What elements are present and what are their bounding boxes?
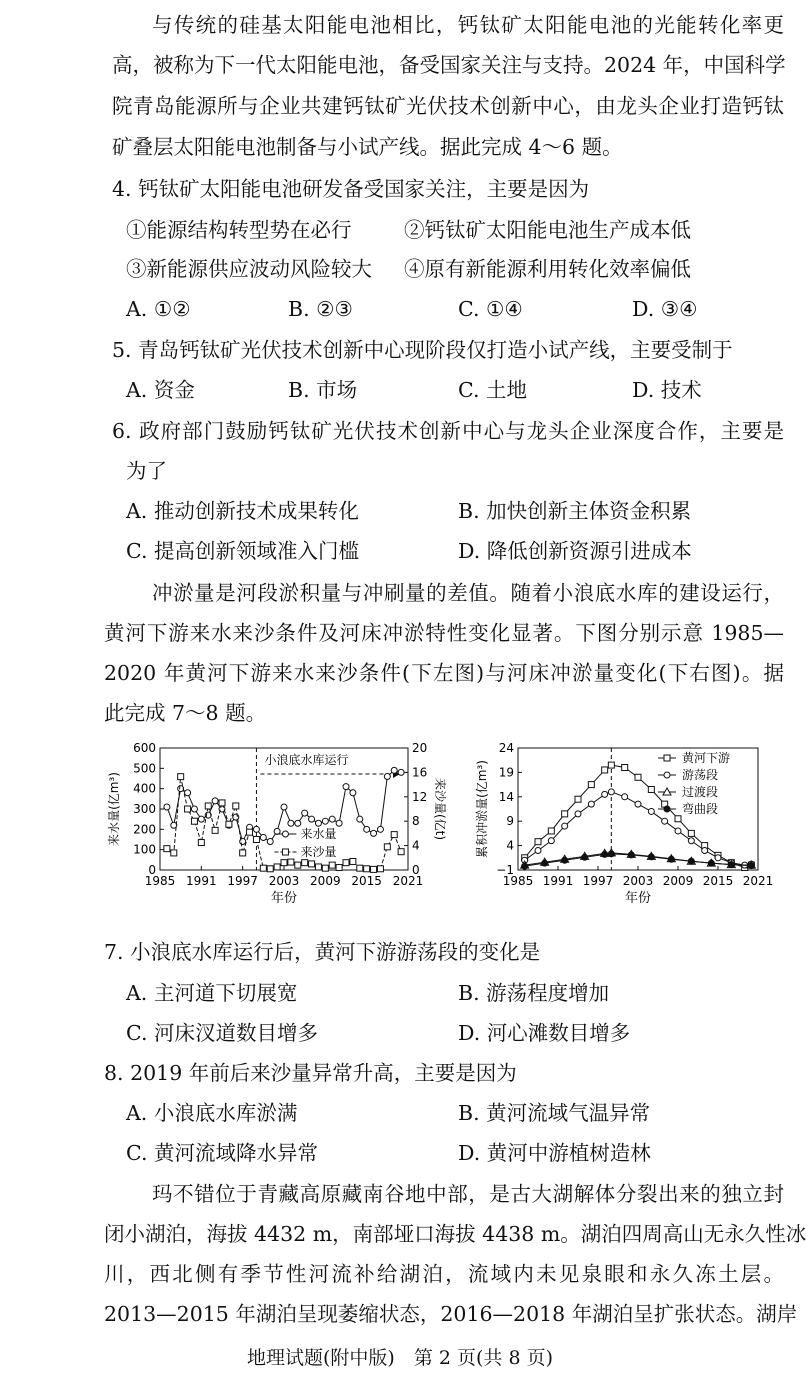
page-footer: 地理试题(附中版) 第 2 页(共 8 页) <box>247 1347 553 1369</box>
y-axis-label: 累积冲淤量(亿m³) <box>475 760 489 858</box>
x-tick-label: 2009 <box>662 874 694 888</box>
legend-runoff-label: 来水量 <box>300 827 337 841</box>
x-tick-label: 2003 <box>268 874 300 888</box>
meandering-reach-point <box>628 852 634 858</box>
legend-sediment-label: 来沙量 <box>300 845 337 859</box>
sediment-point <box>350 858 356 864</box>
q6-option-c[interactable]: C. 提高创新领域准入门槛 <box>126 539 359 563</box>
q8-option-d[interactable]: D. 黄河中游植树造林 <box>458 1141 651 1165</box>
q6-stem-line-2: 为了 <box>126 459 167 483</box>
intro1-line-4: 矿叠层太阳能电池制备与小试产线。据此完成 4～6 题。 <box>112 135 623 159</box>
runoff-point <box>315 820 321 826</box>
q7-option-a[interactable]: A. 主河道下切展宽 <box>126 981 298 1005</box>
y2-tick-label: 0 <box>412 863 420 877</box>
intro2-line-3: 2020 年黄河下游来水来沙条件(下左图)与河床冲淤量变化(下右图)。据 <box>104 661 784 685</box>
meandering-reach-point <box>522 863 528 869</box>
sediment-point <box>260 865 266 871</box>
runoff-point <box>302 810 308 816</box>
wandering-reach-point <box>535 847 541 853</box>
runoff-point <box>267 839 273 845</box>
intro3-line-3: 川，西北侧有季节性河流补给湖泊，流域内未见泉眼和永久冻土层。 <box>104 1262 784 1286</box>
sediment-point <box>164 846 170 852</box>
y-tick-label: 400 <box>133 781 156 796</box>
q4-item-2: ②钙钛矿太阳能电池生产成本低 <box>404 218 691 242</box>
sediment-point <box>267 866 273 872</box>
legend-meandering-reach-marker <box>664 806 670 812</box>
sediment-point <box>357 865 363 871</box>
sediment-point <box>281 860 287 866</box>
runoff-sediment-chart <box>100 736 447 916</box>
meandering-reach-point <box>608 851 614 857</box>
runoff-point <box>274 828 280 834</box>
x-tick-label: 2021 <box>392 874 424 888</box>
lower-yellow-river-point <box>675 816 681 822</box>
meandering-reach-point <box>602 851 608 857</box>
sediment-point <box>288 859 294 865</box>
q6-stem-line-1: 6. 政府部门鼓励钙钛矿光伏技术创新中心与龙头企业深度合作，主要是 <box>112 419 784 443</box>
annotation-label: 小浪底水库运行 <box>264 753 349 767</box>
legend-wandering-reach-marker <box>664 772 670 778</box>
wandering-reach-point <box>675 828 681 834</box>
q8-option-a[interactable]: A. 小浪底水库淤满 <box>126 1101 298 1125</box>
runoff-point <box>281 804 287 810</box>
runoff-point <box>371 830 377 836</box>
sediment-point <box>384 844 390 850</box>
q4-stem: 4. 钙钛矿太阳能电池研发备受国家关注，主要是因为 <box>112 177 590 201</box>
wandering-reach-point <box>635 801 641 807</box>
y-axis-label: 来水量(亿m³) <box>107 772 121 846</box>
sediment-point <box>391 832 397 838</box>
x-tick-label: 2021 <box>742 874 774 888</box>
y2-tick-label: 12 <box>412 789 428 804</box>
x-tick-label: 1997 <box>582 874 614 888</box>
y-tick-label: −1 <box>496 863 514 877</box>
lower-yellow-river-point <box>588 782 594 788</box>
runoff-point <box>350 790 356 796</box>
sediment-point <box>198 840 204 846</box>
y2-tick-label: 20 <box>412 741 428 755</box>
y-tick-label: 600 <box>133 741 156 755</box>
intro1-line-2: 高，被称为下一代太阳能电池，备受国家关注与支持。2024 年，中国科学 <box>112 53 786 77</box>
legend-lower-yellow-river-marker <box>664 755 670 761</box>
legend-lower-yellow-river-label: 黄河下游 <box>682 751 731 765</box>
sediment-point <box>178 774 184 780</box>
lower-yellow-river-point <box>648 786 654 792</box>
meandering-reach-point <box>728 862 734 868</box>
wandering-reach-point <box>715 855 721 861</box>
runoff-point <box>357 816 363 822</box>
y-tick-label: 24 <box>498 741 514 755</box>
runoff-point <box>164 804 170 810</box>
sediment-point <box>205 803 211 809</box>
intro2-line-2: 黄河下游来水来沙条件及河床冲淤特性变化显著。下图分别示意 1985— <box>104 621 784 645</box>
y-tick-label: 9 <box>506 814 514 829</box>
q5-option-c[interactable]: C. 土地 <box>458 378 527 402</box>
q4-item-4: ④原有新能源利用转化效率偏低 <box>404 257 691 281</box>
runoff-point <box>398 769 404 775</box>
q8-stem: 8. 2019 年前后来沙量异常升高，主要是因为 <box>104 1061 517 1085</box>
x-tick-label: 2015 <box>351 874 382 888</box>
runoff-point <box>212 798 218 804</box>
lower-yellow-river-point <box>635 774 641 780</box>
runoff-point <box>198 816 204 822</box>
q4-option-b[interactable]: B. ②③ <box>288 297 353 321</box>
wandering-reach-point <box>702 847 708 853</box>
x-axis-label: 年份 <box>270 891 298 906</box>
legend-wandering-reach-label: 游荡段 <box>682 768 719 782</box>
y2-tick-label: 8 <box>412 814 420 829</box>
sediment-point <box>309 861 315 867</box>
legend-meandering-reach-label: 弯曲段 <box>682 802 719 816</box>
runoff-point <box>288 820 294 826</box>
meandering-reach-point <box>748 863 754 869</box>
sediment-point <box>253 837 259 843</box>
x-tick-label: 2009 <box>310 874 341 888</box>
y-tick-label: 300 <box>133 802 156 816</box>
y-tick-label: 100 <box>133 842 156 857</box>
runoff-point <box>329 816 335 822</box>
q7-option-c[interactable]: C. 河床汊道数目增多 <box>126 1021 318 1045</box>
intro2-line-1: 冲淤量是河段淤积量与冲刷量的差值。随着小浪底水库的建设运行， <box>152 581 784 605</box>
sediment-point <box>302 860 308 866</box>
y-tick-label: 500 <box>133 761 156 776</box>
wandering-reach-point <box>562 823 568 829</box>
sediment-point <box>185 806 191 812</box>
intro2-line-4: 此完成 7～8 题。 <box>104 701 267 725</box>
q5-option-d[interactable]: D. 技术 <box>632 378 702 402</box>
q4-item-3: ③新能源供应波动风险较大 <box>126 257 372 281</box>
runoff-point <box>260 834 266 840</box>
x-tick-label: 1991 <box>542 874 574 888</box>
q6-option-b[interactable]: B. 加快创新主体资金积累 <box>458 499 692 523</box>
lower-yellow-river-point <box>688 830 694 836</box>
lower-yellow-river-point <box>608 762 614 768</box>
lower-yellow-river-point <box>548 828 554 834</box>
runoff-point <box>185 790 191 796</box>
sediment-point <box>377 866 383 872</box>
x-tick-label: 1997 <box>227 874 258 888</box>
intro1-line-3: 院青岛能源所与企业共建钙钛矿光伏技术创新中心，由龙头企业打造钙钛 <box>112 94 784 118</box>
q4-option-a[interactable]: A. ①② <box>126 297 191 321</box>
runoff-point <box>309 816 315 822</box>
intro3-line-4: 2013—2015 年湖泊呈现萎缩状态，2016—2018 年湖泊呈扩张状态。湖岸 <box>104 1302 798 1326</box>
sediment-point <box>322 865 328 871</box>
y-tick-label: 4 <box>506 838 514 853</box>
runoff-point <box>391 767 397 773</box>
sediment-point <box>171 850 177 856</box>
y-tick-label: 14 <box>498 789 514 804</box>
legend-transition-reach-label: 过渡段 <box>682 785 719 799</box>
lower-yellow-river-point <box>535 839 541 845</box>
q6-option-d[interactable]: D. 降低创新资源引进成本 <box>458 539 692 563</box>
runoff-point <box>336 820 342 826</box>
sediment-point <box>398 849 404 855</box>
lower-yellow-river-point <box>622 765 628 771</box>
q7-option-b[interactable]: B. 游荡程度增加 <box>458 981 610 1005</box>
legend-sediment-marker <box>282 849 288 855</box>
wandering-reach-point <box>548 838 554 844</box>
plot-frame <box>518 748 758 870</box>
runoff-point <box>191 806 197 812</box>
runoff-point <box>377 826 383 832</box>
q4-option-d[interactable]: D. ③④ <box>632 297 698 321</box>
sediment-point <box>295 862 301 868</box>
sediment-point <box>233 803 239 809</box>
sediment-point <box>364 866 370 872</box>
runoff-point <box>364 826 370 832</box>
y2-tick-label: 4 <box>412 838 420 853</box>
wandering-reach-point <box>575 811 581 817</box>
x-tick-label: 1991 <box>186 874 217 888</box>
wandering-reach-point <box>688 838 694 844</box>
intro1-line-1: 与传统的硅基太阳能电池相比，钙钛矿太阳能电池的光能转化率更 <box>152 13 784 37</box>
meandering-reach-point <box>648 854 654 860</box>
q7-option-d[interactable]: D. 河心滩数目增多 <box>458 1021 631 1045</box>
meandering-reach-point <box>562 857 568 863</box>
sediment-point <box>191 818 197 824</box>
meandering-reach-point <box>708 860 714 866</box>
lower-yellow-river-point <box>602 767 608 773</box>
sediment-point <box>226 821 232 827</box>
q4-item-1: ①能源结构转型势在必行 <box>126 218 352 242</box>
sediment-point <box>315 864 321 870</box>
sediment-point <box>219 800 225 806</box>
wandering-reach-point <box>662 818 668 824</box>
meandering-reach-point <box>582 854 588 860</box>
meandering-reach-point <box>542 860 548 866</box>
wandering-reach-point <box>588 801 594 807</box>
sediment-point <box>240 850 246 856</box>
runoff-point <box>343 784 349 790</box>
lower-yellow-river-point <box>562 811 568 817</box>
y2-tick-label: 16 <box>412 765 428 780</box>
x-tick-label: 1985 <box>502 874 534 888</box>
intro3-line-2: 闭小湖泊，海拔 4432 m，南部垭口海拔 4438 m。湖泊四周高山无永久性冰 <box>104 1222 806 1246</box>
sediment-point <box>274 864 280 870</box>
runoff-point <box>322 818 328 824</box>
q4-option-c[interactable]: C. ①④ <box>458 297 523 321</box>
runoff-point <box>295 820 301 826</box>
wandering-reach-point <box>648 808 654 814</box>
x-axis-label: 年份 <box>624 891 652 906</box>
scour-deposition-chart <box>462 736 792 916</box>
q8-option-b[interactable]: B. 黄河流域气温异常 <box>458 1101 651 1125</box>
q5-stem: 5. 青岛钙钛矿光伏技术创新中心现阶段仅打造小试产线，主要受制于 <box>112 338 733 362</box>
y2-axis-label: 来沙量(亿t) <box>433 777 447 841</box>
q6-option-a[interactable]: A. 推动创新技术成果转化 <box>126 499 359 523</box>
y-tick-label: 200 <box>133 822 156 837</box>
runoff-point <box>384 773 390 779</box>
q5-option-a[interactable]: A. 资金 <box>126 378 195 402</box>
wandering-reach-point <box>622 794 628 800</box>
wandering-reach-point <box>608 789 614 795</box>
wandering-reach-point <box>602 791 608 797</box>
runoff-point <box>253 826 259 832</box>
sediment-point <box>247 829 253 835</box>
meandering-reach-point <box>668 856 674 862</box>
q8-option-c[interactable]: C. 黄河流域降水异常 <box>126 1141 318 1165</box>
sediment-point <box>212 827 218 833</box>
x-tick-label: 2003 <box>622 874 654 888</box>
y-tick-label: 0 <box>148 863 156 877</box>
lower-yellow-river-point <box>575 796 581 802</box>
q7-stem: 7. 小浪底水库运行后，黄河下游游荡段的变化是 <box>104 940 541 964</box>
sediment-point <box>329 862 335 868</box>
q5-option-b[interactable]: B. 市场 <box>288 378 358 402</box>
y-tick-label: 19 <box>498 765 514 780</box>
sediment-point <box>371 866 377 872</box>
x-tick-label: 2015 <box>702 874 734 888</box>
legend-runoff-marker <box>282 831 288 837</box>
x-tick-label: 1985 <box>144 874 176 888</box>
sediment-point <box>336 865 342 871</box>
intro3-line-1: 玛不错位于青藏高原藏南谷地中部，是古大湖解体分裂出来的独立封 <box>152 1182 784 1206</box>
meandering-reach-point <box>688 858 694 864</box>
sediment-point <box>343 860 349 866</box>
